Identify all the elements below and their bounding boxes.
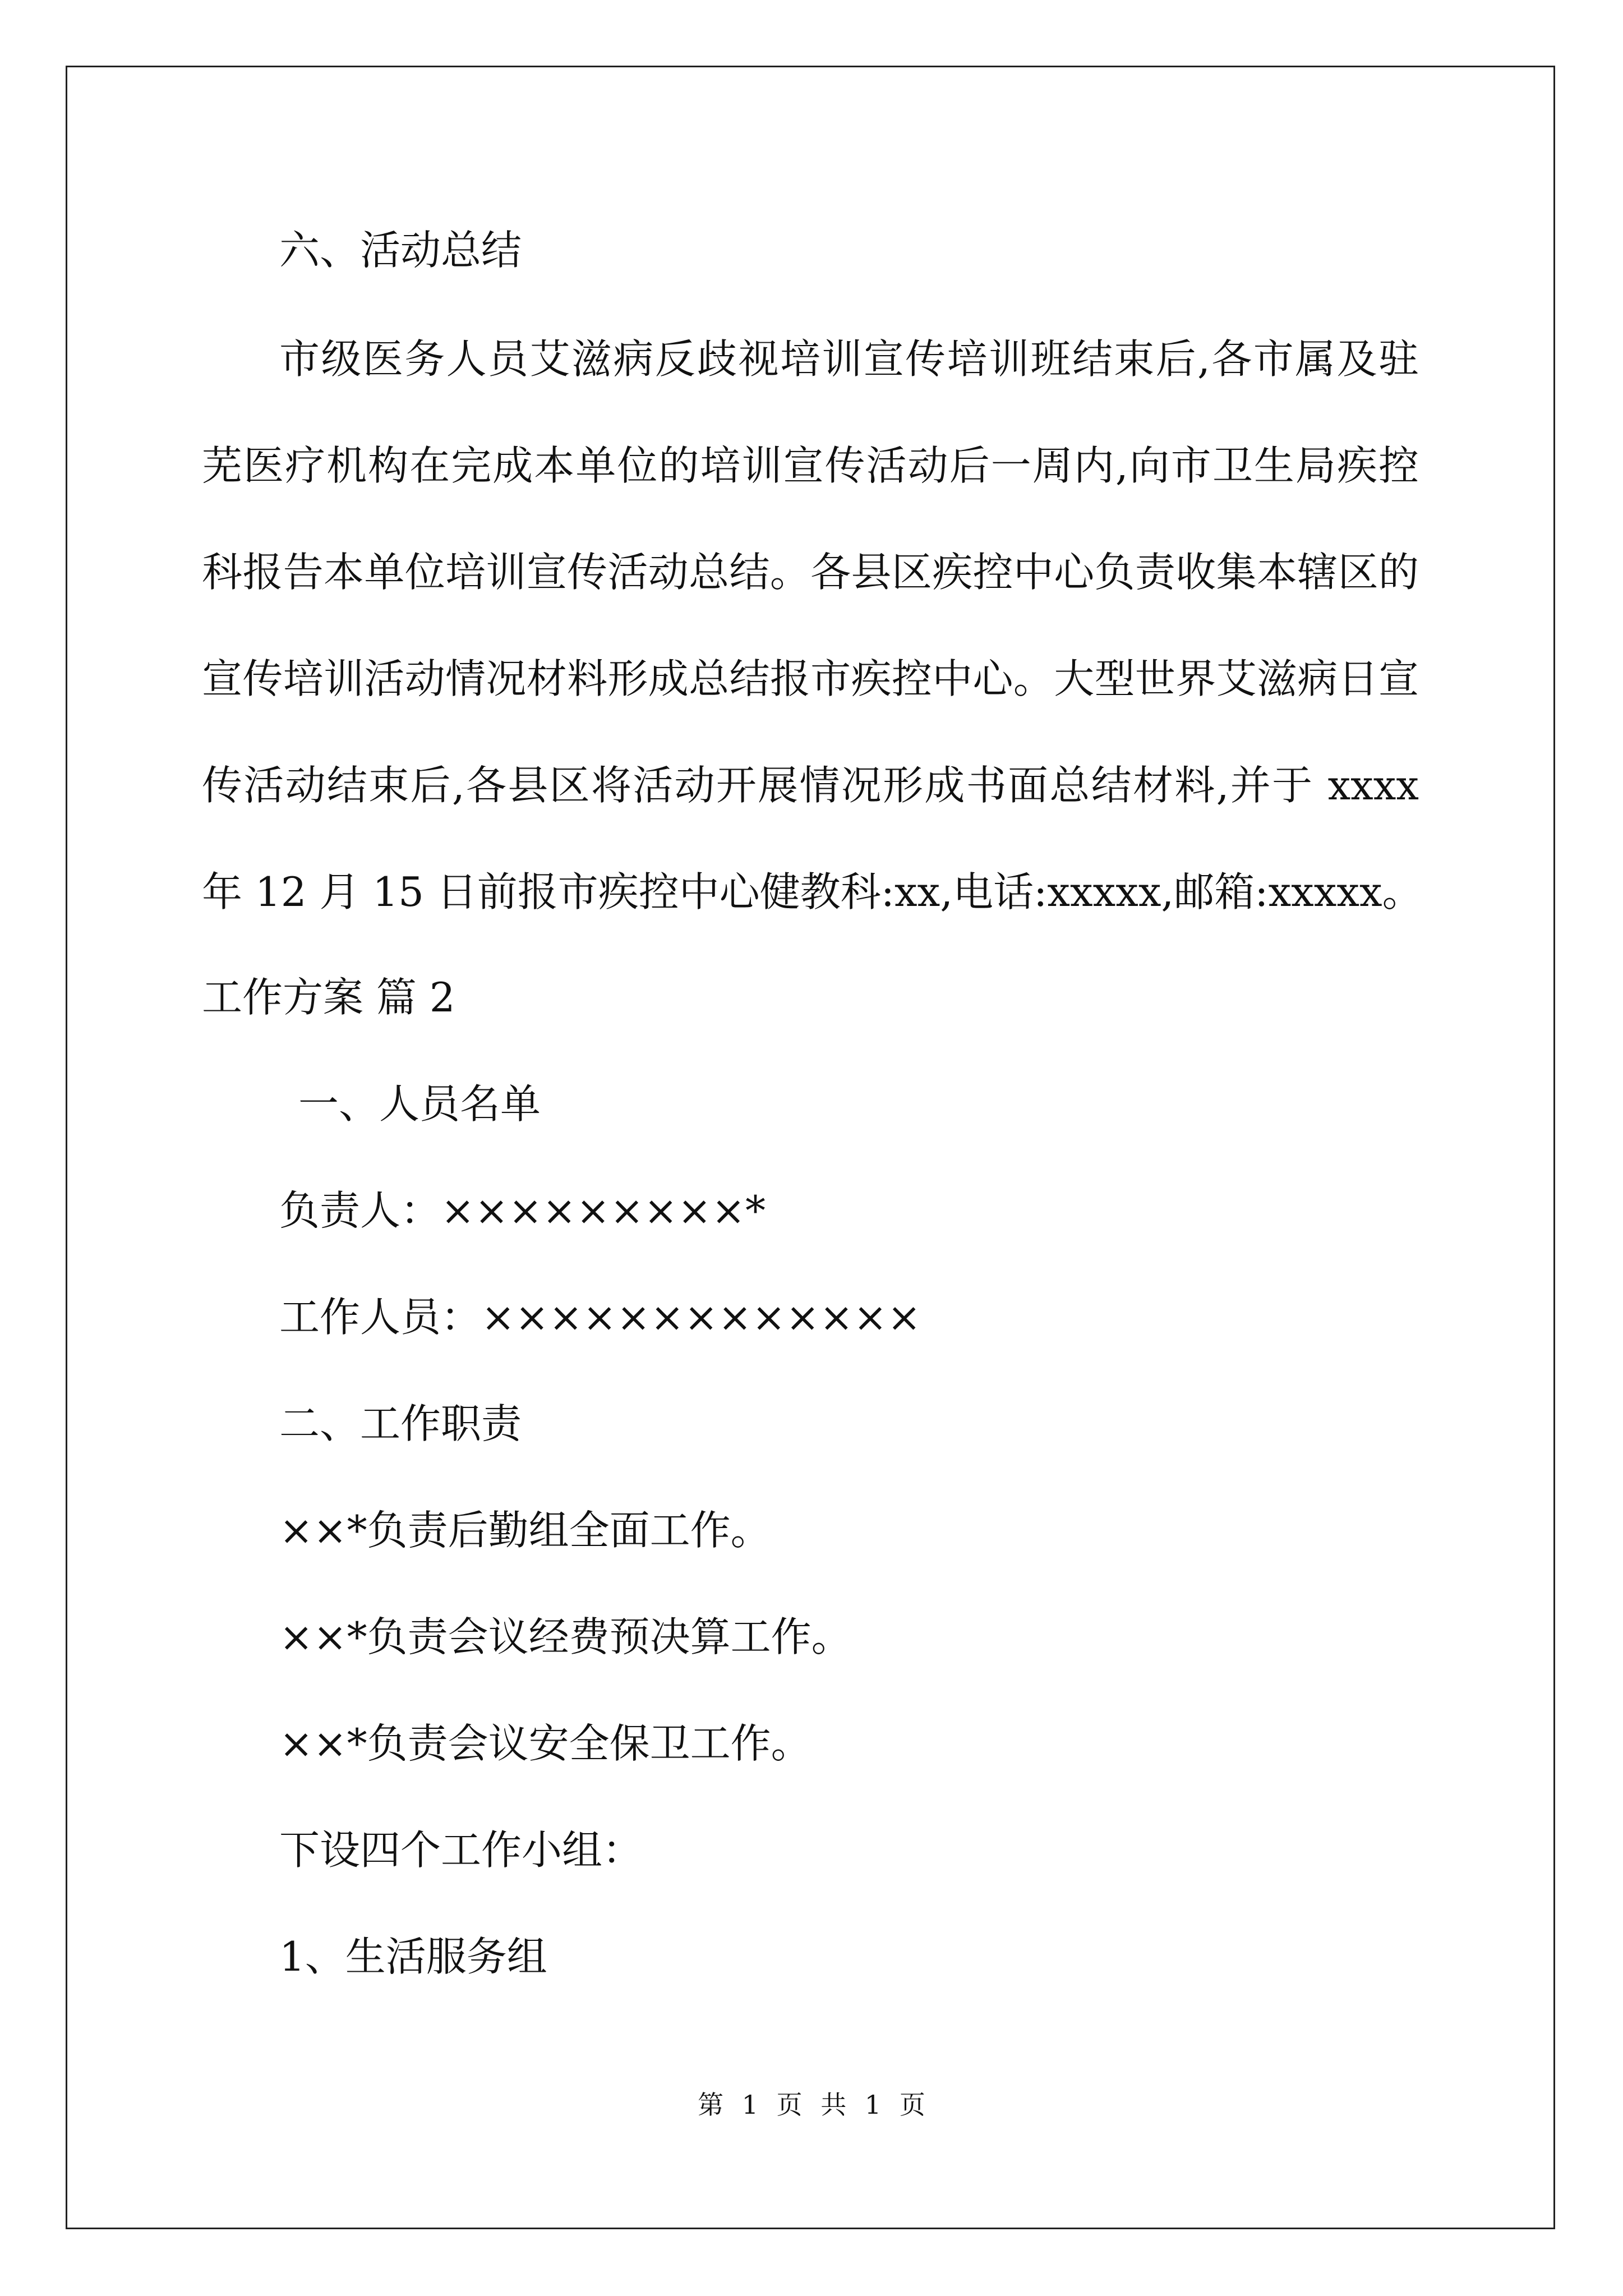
summary-paragraph-line-5: 传活动结束后,各县区将活动开展情况形成书面总结材料,并于 xxxx <box>202 762 1419 809</box>
summary-paragraph-line-6: 年 12 月 15 日前报市疾控中心健教科:xx,电话:xxxxx,邮箱:xxxxx。 <box>202 868 1423 915</box>
page-border <box>66 66 1555 2229</box>
summary-paragraph-line-3: 科报告本单位培训宣传活动总结。各县区疾控中心负责收集本辖区的 <box>202 549 1419 596</box>
summary-paragraph-line-1: 市级医务人员艾滋病反歧视培训宣传培训班结束后,各市属及驻 <box>279 335 1419 383</box>
section-heading-personnel: 一、人员名单 <box>298 1080 541 1128</box>
summary-paragraph-line-2: 芜医疗机构在完成本单位的培训宣传活动后一周内,向市卫生局疾控 <box>202 442 1419 489</box>
subgroups-intro: 下设四个工作小组： <box>279 1826 643 1874</box>
summary-paragraph-line-4: 宣传培训活动情况材料形成总结报市疾控中心。大型世界艾滋病日宣 <box>202 655 1419 702</box>
duty-item: ××*负责后勤组全面工作。 <box>279 1507 771 1554</box>
duty-item: ××*负责会议安全保卫工作。 <box>279 1720 811 1767</box>
section-heading-activity-summary: 六、活动总结 <box>279 227 522 274</box>
responsible-person: 负责人：×××××××××* <box>279 1187 766 1234</box>
duty-item: ××*负责会议经费预决算工作。 <box>279 1613 852 1660</box>
page-number-footer: 第 1 页 共 1 页 <box>698 2090 925 2120</box>
plan-title: 工作方案 篇 2 <box>202 974 455 1021</box>
section-heading-duties: 二、工作职责 <box>279 1400 522 1447</box>
subgroup-item: 1、生活服务组 <box>279 1933 547 1980</box>
staff-list: 工作人员：××××××××××××× <box>279 1294 921 1341</box>
